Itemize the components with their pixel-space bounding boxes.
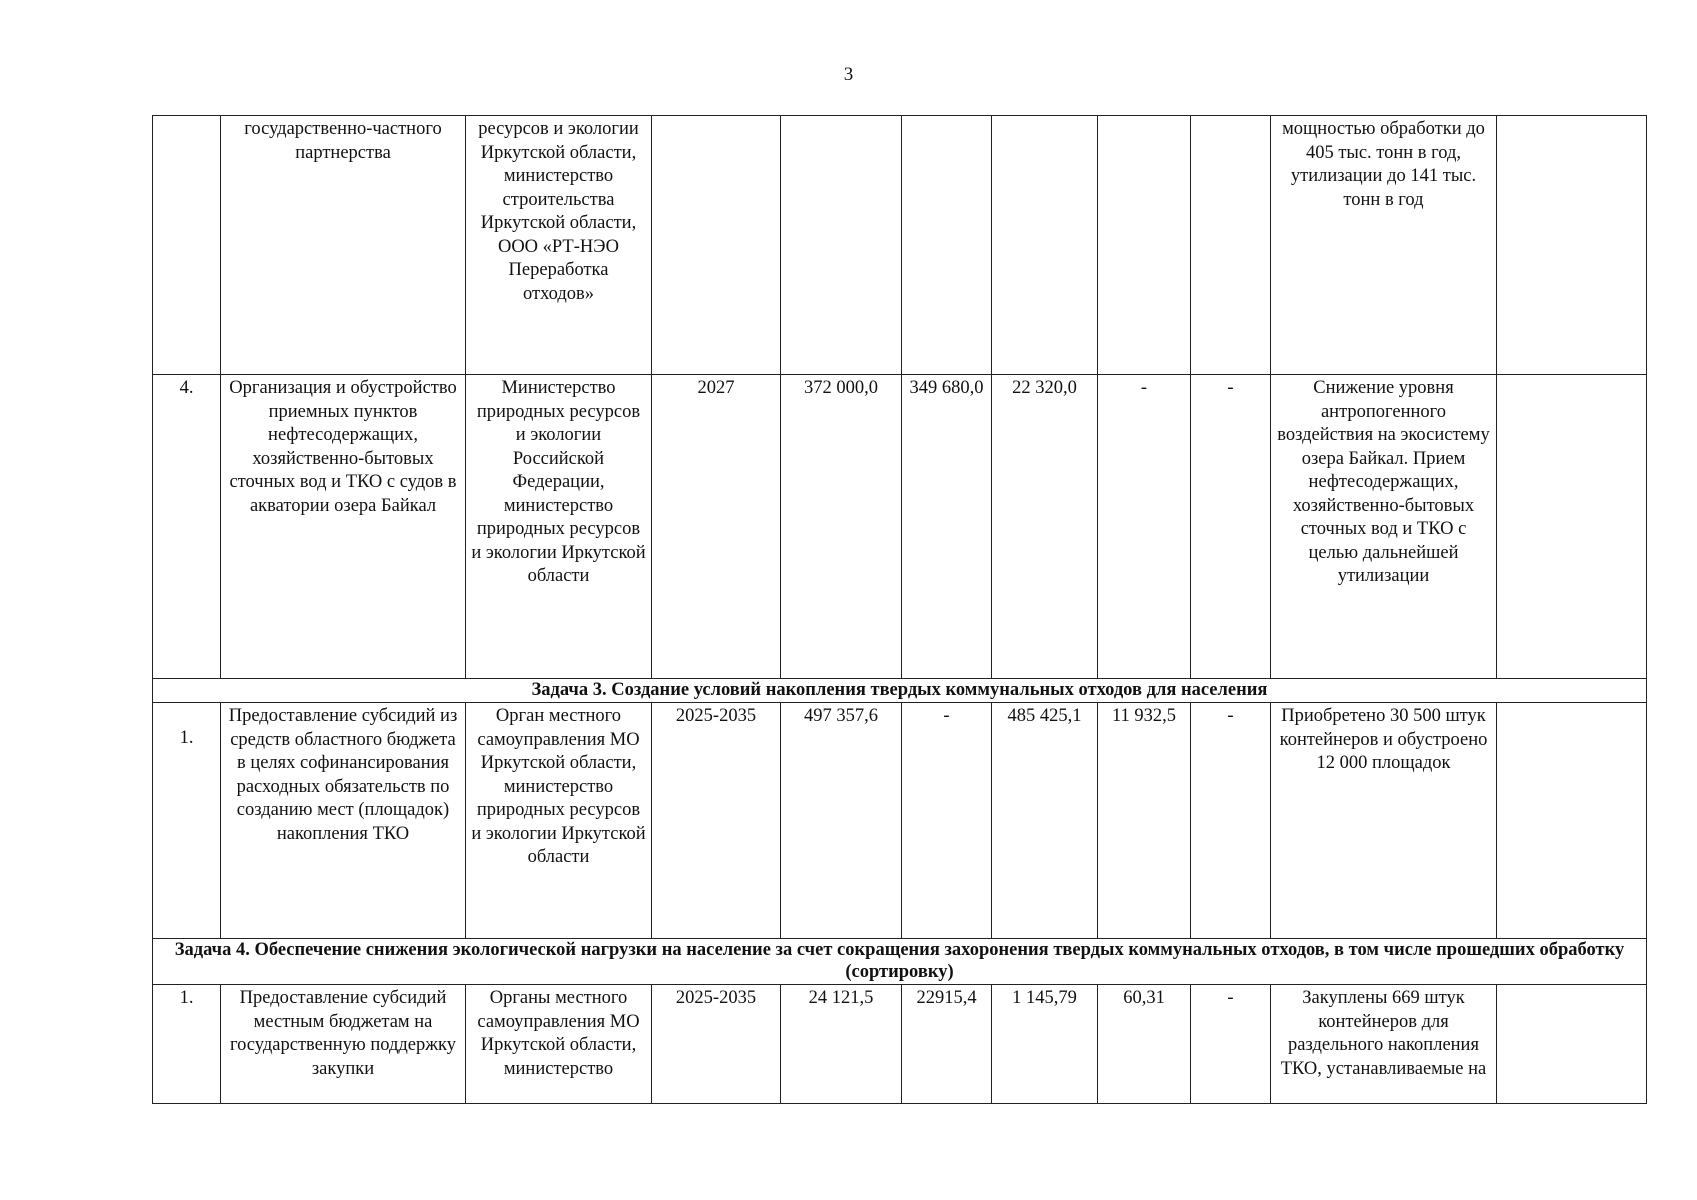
table-row [153,375,1647,679]
cell-federal-budget: 349 680,0 [902,375,992,679]
cell-executor: ресурсов и экологии Иркутской области, министерство строительства Иркутской области, ООО «РТ-НЭО Переработка отходов» [466,116,652,375]
cell-num: 1. [153,985,221,1104]
cell-regional-budget [992,116,1098,375]
cell-note [1497,116,1647,375]
cell-federal-budget: - [902,703,992,939]
cell-note [1497,703,1647,939]
cell-measure-name: Организация и обустройство приемных пунктов нефтесодержащих, хозяйственно-бытовых сточных вод и ТКО с судов в акватории озера Байкал [221,375,466,679]
cell-result: Закуплены 669 штук контейнеров для раздельного накопления ТКО, устанавливаемые на [1271,985,1497,1104]
table-row [153,116,1647,375]
cell-period: 2025-2035 [652,985,781,1104]
cell-num: 1. [153,703,221,939]
cell-period: 2027 [652,375,781,679]
cell-num [153,116,221,375]
cell-local-budget: 60,31 [1098,985,1191,1104]
cell-measure-name: Предоставление субсидий из средств областного бюджета в целях софинансирования расходных обязательств по созданию мест (площадок) накопления ТКО [221,703,466,939]
table-row [153,703,1647,939]
cell-extra-budget: - [1191,375,1271,679]
measures-table [152,115,1647,1104]
cell-executor: Орган местного самоуправления МО Иркутской области, министерство природных ресурсов и экологии Иркутской области [466,703,652,939]
cell-result: Приобретено 30 500 штук контейнеров и обустроено 12 000 площадок [1271,703,1497,939]
task-heading-row [153,939,1647,985]
cell-total: 497 357,6 [781,703,902,939]
page-number: 3 [843,64,854,85]
cell-regional-budget: 22 320,0 [992,375,1098,679]
cell-local-budget: - [1098,375,1191,679]
cell-result: Снижение уровня антропогенного воздействия на экосистему озера Байкал. Прием нефтесодержащих, хозяйственно-бытовых сточных вод и ТКО с целью дальнейшей утилизации [1271,375,1497,679]
cell-federal-budget [902,116,992,375]
cell-extra-budget: - [1191,703,1271,939]
cell-note [1497,985,1647,1104]
cell-executor: Органы местного самоуправления МО Иркутской области, министерство [466,985,652,1104]
cell-note [1497,375,1647,679]
cell-local-budget [1098,116,1191,375]
table-row [153,985,1647,1104]
cell-period: 2025-2035 [652,703,781,939]
cell-regional-budget: 1 145,79 [992,985,1098,1104]
cell-regional-budget: 485 425,1 [992,703,1098,939]
cell-total: 372 000,0 [781,375,902,679]
cell-total [781,116,902,375]
task-heading: Задача 3. Создание условий накопления твердых коммунальных отходов для населения [153,679,1647,703]
cell-measure-name: государственно-частного партнерства [221,116,466,375]
cell-total: 24 121,5 [781,985,902,1104]
cell-num: 4. [153,375,221,679]
cell-period [652,116,781,375]
cell-local-budget: 11 932,5 [1098,703,1191,939]
task-heading-row [153,679,1647,703]
cell-result: мощностью обработки до 405 тыс. тонн в год, утилизации до 141 тыс. тонн в год [1271,116,1497,375]
cell-federal-budget: 22915,4 [902,985,992,1104]
task-heading: Задача 4. Обеспечение снижения экологической нагрузки на население за счет сокращения захоронения твердых коммунальных отходов, в том числе прошедших обработку (сортировку) [153,939,1647,985]
cell-measure-name: Предоставление субсидий местным бюджетам на государственную поддержку закупки [221,985,466,1104]
cell-extra-budget [1191,116,1271,375]
cell-executor: Министерство природных ресурсов и экологии Российской Федерации, министерство природных ресурсов и экологии Иркутской области [466,375,652,679]
cell-extra-budget: - [1191,985,1271,1104]
